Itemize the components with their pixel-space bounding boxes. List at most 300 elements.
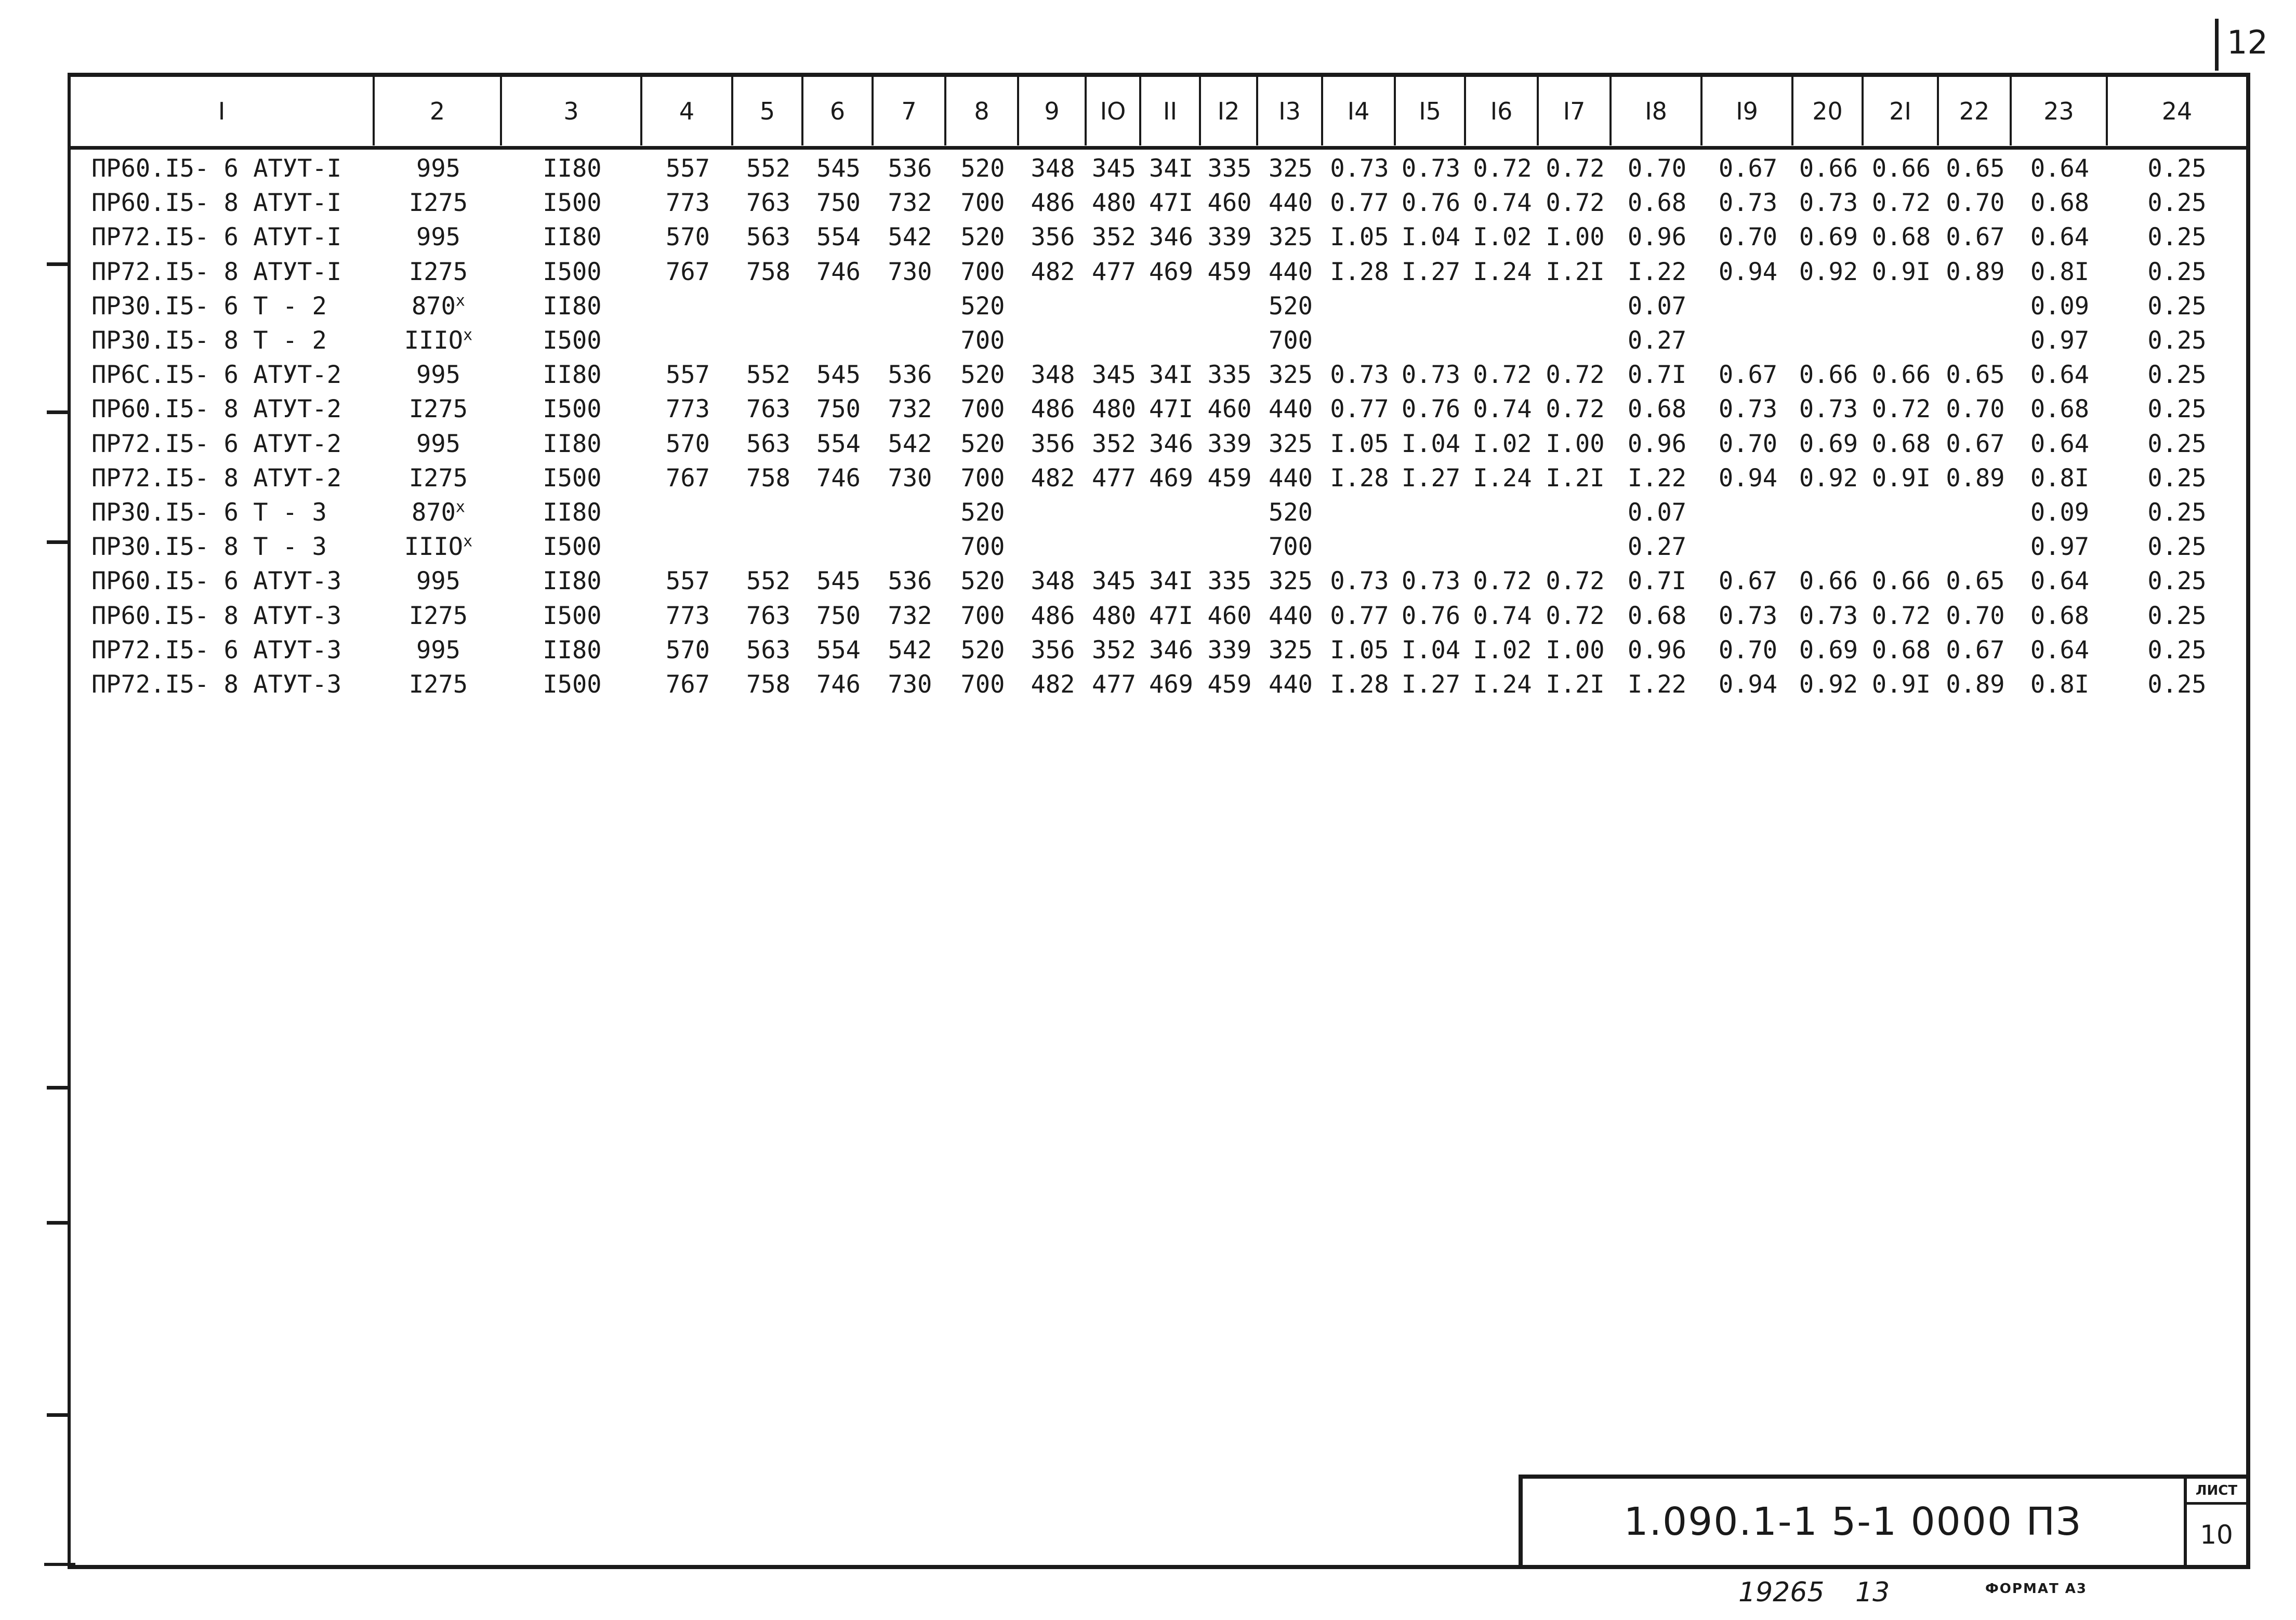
cell-col-7 — [874, 324, 946, 358]
cell-col-4: 557 — [666, 154, 710, 183]
cell-col-11: 34I — [1149, 361, 1193, 390]
cell-col-9: 482 — [1031, 463, 1075, 493]
cell-col-12: 335 — [1207, 361, 1252, 390]
cell-col-23: 0.64 — [2030, 154, 2090, 183]
cell-col-12 — [1201, 496, 1258, 530]
cell-col-10: 352 — [1092, 223, 1136, 252]
table-header-row — [71, 77, 2246, 150]
cell-col-5: 552 — [746, 154, 790, 183]
cell-col-2 — [375, 461, 502, 496]
cell-col-13: 440 — [1269, 463, 1313, 493]
cell-col-24: 0.25 — [2147, 635, 2207, 665]
cell-col-19 — [1703, 324, 1793, 358]
cell-col-24: 0.25 — [2147, 498, 2207, 527]
cell-col-21: 0.66 — [1871, 567, 1931, 596]
row-designation: ПР30.I5- 8 Т - 2 — [91, 326, 327, 355]
cell-col-4: 557 — [666, 361, 710, 390]
cell-col-22: 0.65 — [1946, 361, 2005, 390]
cell-col-22 — [1939, 530, 2012, 564]
cell-col-14: I.28 — [1330, 257, 1389, 286]
cell-col-7: 542 — [888, 635, 932, 665]
cell-col-19: 0.67 — [1718, 567, 1778, 596]
cell-value: 995 — [416, 567, 460, 596]
cell-col-7: 732 — [888, 189, 932, 218]
cell-col-9: 486 — [1031, 395, 1075, 424]
cell-col-16: 0.74 — [1473, 601, 1532, 630]
cell-col-21: 0.72 — [1871, 395, 1931, 424]
cell-col-3: II80 — [543, 361, 602, 390]
cell-col-15: I.27 — [1401, 257, 1461, 286]
column-header-6: 6 — [803, 77, 874, 145]
cell-col-19: 0.70 — [1718, 223, 1778, 252]
cell-col-10 — [1087, 530, 1141, 564]
cell-col-8: 700 — [960, 326, 1005, 355]
cell-col-12: 460 — [1207, 601, 1252, 630]
cell-col-16: 0.72 — [1473, 567, 1532, 596]
cell-col-11: 469 — [1149, 257, 1193, 286]
cell-col-17: 0.72 — [1546, 601, 1605, 630]
table-row — [71, 530, 2246, 564]
cell-col-7: 730 — [888, 257, 932, 286]
cell-col-15 — [1396, 530, 1466, 564]
corner-tick-mark — [2215, 19, 2219, 71]
cell-col-15 — [1396, 289, 1466, 324]
column-header-4: 4 — [642, 77, 733, 145]
cell-col-4: 773 — [666, 601, 710, 630]
cell-col-22: 0.89 — [1946, 257, 2005, 286]
margin-tick — [47, 1221, 68, 1225]
cell-col-13: 325 — [1269, 635, 1313, 665]
cell-col-8: 520 — [960, 361, 1005, 390]
cell-col-11: 34I — [1149, 154, 1193, 183]
cell-col-12: 339 — [1207, 429, 1252, 458]
cell-col-17: 0.72 — [1546, 189, 1605, 218]
cell-col-10: 345 — [1092, 154, 1136, 183]
cell-col-22 — [1939, 496, 2012, 530]
row-designation: ПР60.I5- 6 АТУТ-3 — [91, 567, 342, 596]
cell-col-9 — [1019, 324, 1087, 358]
cell-col-18: 0.07 — [1627, 498, 1687, 527]
cell-col-24: 0.25 — [2147, 154, 2207, 183]
cell-col-20: 0.66 — [1799, 567, 1858, 596]
cell-col-18: 0.07 — [1627, 291, 1687, 321]
cell-col-14: 0.77 — [1330, 601, 1389, 630]
cell-col-3: II80 — [543, 635, 602, 665]
cell-col-24: 0.25 — [2147, 601, 2207, 630]
cell-col-5 — [733, 289, 803, 324]
cell-col-15: 0.73 — [1401, 154, 1461, 183]
column-header-22: 22 — [1939, 77, 2012, 145]
cell-col-21 — [1864, 289, 1939, 324]
cell-col-16: 0.74 — [1473, 189, 1532, 218]
cell-col-20: 0.92 — [1799, 670, 1858, 699]
table-row — [71, 289, 2246, 324]
cell-col-4: 767 — [666, 463, 710, 493]
cell-col-15: I.04 — [1401, 635, 1461, 665]
cell-col-8: 520 — [960, 635, 1005, 665]
cell-col-19: 0.73 — [1718, 395, 1778, 424]
column-header-2: 2 — [375, 77, 502, 145]
cell-col-13: 440 — [1269, 257, 1313, 286]
table-row — [71, 324, 2246, 358]
corner-page-number: 12 — [2227, 23, 2268, 61]
cell-col-3: I500 — [543, 326, 602, 355]
cell-value: I275 — [408, 601, 468, 630]
column-header-3: 3 — [502, 77, 642, 145]
cell-col-6: 545 — [816, 567, 861, 596]
cell-col-8: 700 — [960, 395, 1005, 424]
cell-col-4: 570 — [666, 635, 710, 665]
cell-col-15 — [1396, 324, 1466, 358]
cell-col-12 — [1201, 530, 1258, 564]
cell-col-7: 732 — [888, 601, 932, 630]
cell-col-2 — [375, 186, 502, 220]
cell-col-8: 700 — [960, 601, 1005, 630]
footnote-mark: x — [455, 291, 465, 310]
cell-col-16 — [1466, 289, 1539, 324]
copy-number: 13 — [1855, 1577, 1890, 1608]
table-row — [71, 461, 2246, 496]
cell-col-5: 758 — [746, 257, 790, 286]
cell-col-17 — [1539, 289, 1612, 324]
row-designation: ПР72.I5- 6 АТУТ-I — [91, 223, 342, 252]
cell-col-22: 0.67 — [1946, 429, 2005, 458]
column-header-13: I3 — [1258, 77, 1323, 145]
cell-col-5 — [733, 530, 803, 564]
cell-col-2 — [375, 220, 502, 255]
cell-col-17 — [1539, 496, 1612, 530]
margin-tick — [47, 410, 68, 414]
cell-col-4 — [642, 496, 733, 530]
cell-col-11: 346 — [1149, 429, 1193, 458]
margin-tick — [47, 1413, 68, 1417]
cell-col-14: I.05 — [1330, 223, 1389, 252]
cell-col-6 — [803, 324, 874, 358]
cell-col-8: 520 — [960, 498, 1005, 527]
cell-col-9: 482 — [1031, 670, 1075, 699]
footnote-mark: x — [455, 498, 465, 516]
cell-col-23: 0.64 — [2030, 223, 2090, 252]
cell-col-5: 763 — [746, 395, 790, 424]
cell-col-13: 520 — [1269, 291, 1313, 321]
margin-tick — [47, 1086, 68, 1090]
title-block — [1519, 1475, 2246, 1565]
cell-col-14: 0.77 — [1330, 189, 1389, 218]
cell-value: 870 — [412, 291, 456, 321]
row-designation: ПР30.I5- 8 Т - 3 — [91, 533, 327, 562]
cell-col-3: I500 — [543, 189, 602, 218]
cell-value: IIIO — [404, 533, 464, 562]
cell-col-21: 0.68 — [1871, 223, 1931, 252]
cell-value: 995 — [416, 635, 460, 665]
cell-col-5: 563 — [746, 223, 790, 252]
cell-col-21: 0.9I — [1871, 463, 1931, 493]
row-designation: ПР60.I5- 8 АТУТ-3 — [91, 601, 342, 630]
cell-col-16 — [1466, 530, 1539, 564]
cell-col-7: 732 — [888, 395, 932, 424]
cell-col-12 — [1201, 289, 1258, 324]
cell-col-2 — [375, 530, 502, 564]
cell-col-2 — [375, 564, 502, 599]
document-code: 1.090.1-1 5-1 0000 ПЗ — [1624, 1499, 2082, 1544]
cell-col-19: 0.94 — [1718, 463, 1778, 493]
table-row — [71, 186, 2246, 220]
cell-col-4: 773 — [666, 189, 710, 218]
cell-col-4: 767 — [666, 257, 710, 286]
cell-col-7: 542 — [888, 223, 932, 252]
cell-col-23: 0.68 — [2030, 395, 2090, 424]
cell-col-12: 335 — [1207, 567, 1252, 596]
cell-col-8: 520 — [960, 154, 1005, 183]
inventory-number: 19265 — [1738, 1577, 1825, 1608]
cell-col-13: 440 — [1269, 601, 1313, 630]
cell-col-21: 0.68 — [1871, 635, 1931, 665]
cell-col-13: 700 — [1269, 533, 1313, 562]
row-designation: ПР72.I5- 6 АТУТ-2 — [91, 429, 342, 458]
cell-value: I275 — [408, 670, 468, 699]
cell-col-4: 570 — [666, 429, 710, 458]
cell-col-11 — [1141, 324, 1201, 358]
cell-col-10: 480 — [1092, 601, 1136, 630]
cell-col-5: 563 — [746, 635, 790, 665]
cell-col-18: 0.27 — [1627, 326, 1687, 355]
table-row — [71, 427, 2246, 461]
cell-col-20: 0.73 — [1799, 601, 1858, 630]
column-header-14: I4 — [1323, 77, 1396, 145]
cell-col-18: 0.96 — [1627, 223, 1687, 252]
cell-col-4: 773 — [666, 395, 710, 424]
cell-col-5: 552 — [746, 361, 790, 390]
cell-col-2 — [375, 633, 502, 668]
cell-col-9 — [1019, 496, 1087, 530]
column-header-12: I2 — [1201, 77, 1258, 145]
cell-col-22: 0.70 — [1946, 601, 2005, 630]
cell-col-13: 700 — [1269, 326, 1313, 355]
cell-col-6: 554 — [816, 429, 861, 458]
cell-col-4: 767 — [666, 670, 710, 699]
cell-col-18: I.22 — [1627, 257, 1687, 286]
frame-bottom-tick — [44, 1563, 75, 1566]
cell-col-7: 542 — [888, 429, 932, 458]
cell-col-3: I500 — [543, 670, 602, 699]
cell-col-11: 47I — [1149, 601, 1193, 630]
table-row — [71, 496, 2246, 530]
table-row — [71, 255, 2246, 289]
cell-col-20: 0.73 — [1799, 189, 1858, 218]
cell-value: 995 — [416, 429, 460, 458]
cell-col-24: 0.25 — [2147, 326, 2207, 355]
cell-col-10 — [1087, 496, 1141, 530]
cell-col-8: 700 — [960, 533, 1005, 562]
column-header-16: I6 — [1466, 77, 1539, 145]
cell-col-5 — [733, 324, 803, 358]
cell-col-14 — [1323, 324, 1396, 358]
cell-col-23: 0.97 — [2030, 326, 2090, 355]
cell-col-11 — [1141, 530, 1201, 564]
margin-tick — [47, 540, 68, 544]
cell-col-5: 758 — [746, 463, 790, 493]
cell-col-20: 0.66 — [1799, 154, 1858, 183]
table-row — [71, 392, 2246, 427]
sheet-number: 10 — [2200, 1520, 2233, 1550]
table-row — [71, 220, 2246, 255]
column-header-24: 24 — [2161, 97, 2193, 125]
table-row — [71, 358, 2246, 392]
cell-col-23: 0.09 — [2030, 498, 2090, 527]
cell-col-19: 0.67 — [1718, 361, 1778, 390]
cell-col-19: 0.70 — [1718, 429, 1778, 458]
cell-col-10: 477 — [1092, 257, 1136, 286]
cell-col-18: 0.70 — [1627, 154, 1687, 183]
cell-col-2 — [375, 427, 502, 461]
cell-col-6: 554 — [816, 223, 861, 252]
cell-col-23: 0.64 — [2030, 635, 2090, 665]
cell-col-15: 0.76 — [1401, 395, 1461, 424]
cell-col-21: 0.72 — [1871, 601, 1931, 630]
cell-col-21 — [1864, 324, 1939, 358]
cell-col-20: 0.69 — [1799, 223, 1858, 252]
cell-col-21: 0.72 — [1871, 189, 1931, 218]
cell-col-15: 0.73 — [1401, 567, 1461, 596]
cell-col-22: 0.65 — [1946, 154, 2005, 183]
cell-col-19: 0.70 — [1718, 635, 1778, 665]
cell-col-7 — [874, 530, 946, 564]
cell-col-8: 520 — [960, 291, 1005, 321]
cell-col-18: 0.96 — [1627, 635, 1687, 665]
cell-col-12: 339 — [1207, 223, 1252, 252]
cell-col-2 — [375, 358, 502, 392]
cell-col-10: 352 — [1092, 635, 1136, 665]
cell-col-9: 356 — [1031, 223, 1075, 252]
cell-col-6: 750 — [816, 189, 861, 218]
row-designation: ПР30.I5- 6 Т - 3 — [91, 498, 327, 527]
cell-col-7 — [874, 289, 946, 324]
cell-col-3: II80 — [543, 223, 602, 252]
column-header-11: II — [1141, 77, 1201, 145]
cell-col-17: I.2I — [1546, 463, 1605, 493]
cell-col-19 — [1703, 289, 1793, 324]
cell-col-24: 0.25 — [2147, 533, 2207, 562]
cell-col-18: 0.68 — [1627, 189, 1687, 218]
cell-col-14: 0.73 — [1330, 154, 1389, 183]
row-designation: ПР72.I5- 6 АТУТ-3 — [91, 635, 342, 665]
cell-col-9: 348 — [1031, 567, 1075, 596]
cell-col-8: 700 — [960, 463, 1005, 493]
cell-col-21 — [1864, 496, 1939, 530]
cell-col-6: 545 — [816, 361, 861, 390]
cell-col-7: 536 — [888, 154, 932, 183]
cell-value: 870 — [412, 498, 456, 527]
cell-col-24: 0.25 — [2147, 223, 2207, 252]
column-header-9: 9 — [1019, 77, 1087, 145]
cell-col-2 — [375, 496, 502, 530]
cell-col-2 — [375, 392, 502, 427]
row-designation: ПР60.I5- 6 АТУТ-I — [91, 154, 342, 183]
cell-col-21: 0.9I — [1871, 257, 1931, 286]
cell-col-17: I.00 — [1546, 635, 1605, 665]
column-header-18: I8 — [1612, 77, 1703, 145]
cell-col-20 — [1793, 530, 1864, 564]
cell-col-6: 554 — [816, 635, 861, 665]
cell-col-15: 0.76 — [1401, 601, 1461, 630]
cell-col-9: 348 — [1031, 154, 1075, 183]
cell-col-13: 325 — [1269, 223, 1313, 252]
cell-col-19: 0.94 — [1718, 257, 1778, 286]
cell-col-14: I.05 — [1330, 429, 1389, 458]
cell-col-12: 459 — [1207, 670, 1252, 699]
cell-col-7: 730 — [888, 463, 932, 493]
cell-col-18: I.22 — [1627, 463, 1687, 493]
cell-col-21: 0.9I — [1871, 670, 1931, 699]
cell-col-9 — [1019, 530, 1087, 564]
cell-col-20 — [1793, 289, 1864, 324]
cell-col-16: I.02 — [1473, 223, 1532, 252]
cell-col-4: 557 — [666, 567, 710, 596]
cell-value: 995 — [416, 223, 460, 252]
cell-col-18: 0.96 — [1627, 429, 1687, 458]
cell-col-14 — [1323, 530, 1396, 564]
margin-tick — [47, 262, 68, 266]
table-row — [71, 564, 2246, 599]
cell-col-3: II80 — [543, 154, 602, 183]
cell-col-14 — [1323, 289, 1396, 324]
cell-col-11: 47I — [1149, 189, 1193, 218]
cell-col-17: I.2I — [1546, 257, 1605, 286]
cell-col-23: 0.64 — [2030, 429, 2090, 458]
cell-value: I275 — [408, 257, 468, 286]
cell-col-11: 34I — [1149, 567, 1193, 596]
cell-col-6 — [803, 496, 874, 530]
cell-col-10: 345 — [1092, 361, 1136, 390]
column-header-23: 23 — [2012, 77, 2108, 145]
cell-col-6: 750 — [816, 601, 861, 630]
cell-col-2 — [375, 599, 502, 633]
cell-col-17: 0.72 — [1546, 154, 1605, 183]
cell-col-21: 0.66 — [1871, 154, 1931, 183]
cell-col-7: 730 — [888, 670, 932, 699]
cell-col-20 — [1793, 324, 1864, 358]
column-header-7: 7 — [874, 77, 946, 145]
cell-col-19: 0.73 — [1718, 189, 1778, 218]
cell-col-13: 325 — [1269, 361, 1313, 390]
cell-col-2 — [375, 668, 502, 702]
column-header-17: I7 — [1539, 77, 1612, 145]
cell-col-12: 460 — [1207, 395, 1252, 424]
cell-value: 995 — [416, 154, 460, 183]
column-header-10: IO — [1087, 77, 1141, 145]
cell-col-23: 0.8I — [2030, 463, 2090, 493]
cell-col-16: I.24 — [1473, 670, 1532, 699]
footnote-mark: x — [463, 532, 473, 551]
cell-col-15: I.04 — [1401, 223, 1461, 252]
cell-col-14: I.05 — [1330, 635, 1389, 665]
cell-value: IIIO — [404, 326, 464, 355]
cell-col-20: 0.69 — [1799, 429, 1858, 458]
cell-col-18: 0.7I — [1627, 361, 1687, 390]
cell-col-9: 486 — [1031, 601, 1075, 630]
cell-col-8: 700 — [960, 189, 1005, 218]
cell-col-12 — [1201, 324, 1258, 358]
cell-col-12: 339 — [1207, 635, 1252, 665]
cell-col-19: 0.73 — [1718, 601, 1778, 630]
cell-col-24: 0.25 — [2147, 567, 2207, 596]
cell-col-23: 0.09 — [2030, 291, 2090, 321]
cell-col-18: 0.7I — [1627, 567, 1687, 596]
cell-col-12: 459 — [1207, 257, 1252, 286]
cell-col-14 — [1323, 496, 1396, 530]
cell-col-17: 0.72 — [1546, 567, 1605, 596]
cell-col-13: 440 — [1269, 670, 1313, 699]
